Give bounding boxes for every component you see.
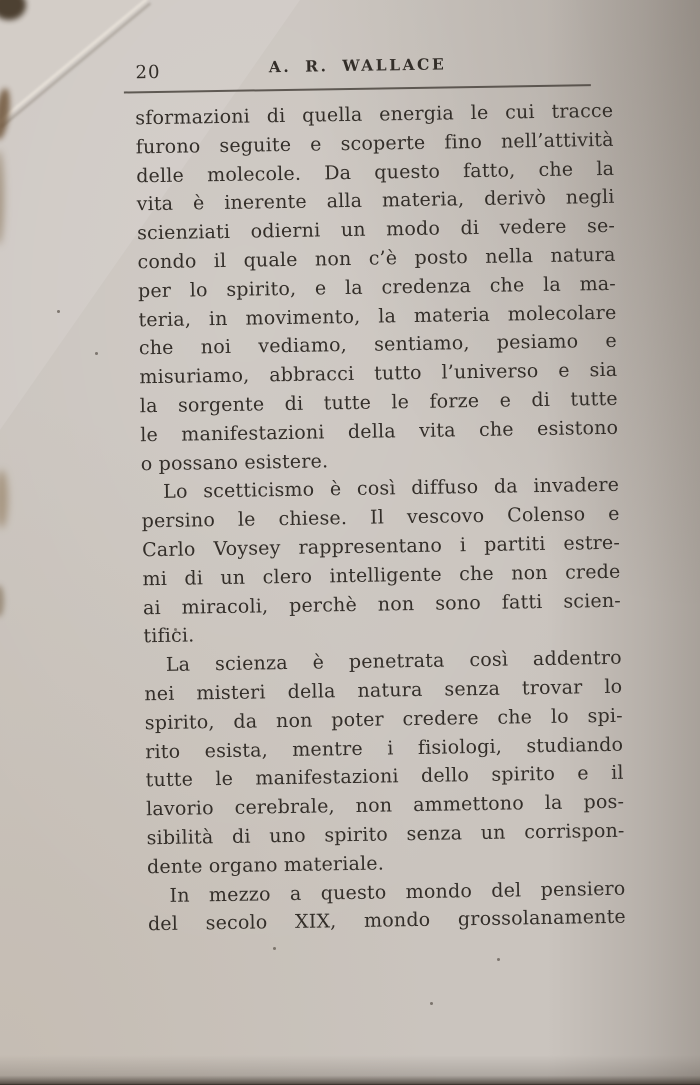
text-line: del secolo XIX, mondo grossolanamente xyxy=(147,906,627,936)
text-line: delle molecole. Da questo fatto, che la xyxy=(136,157,615,187)
text-line: spirito, da non poter credere che lo spi- xyxy=(144,704,623,734)
running-title: A. R. WALLACE xyxy=(268,54,447,77)
text-line: tutte le manifestazioni dello spirito e il xyxy=(145,762,624,792)
text-line: teria, in movimento, la materia molecolare xyxy=(138,301,617,331)
text-line: misuriamo, abbracci tutto l’universo e sia xyxy=(139,358,618,389)
photo-bottom-edge-shadow xyxy=(0,1055,700,1085)
header-rule xyxy=(124,84,591,93)
text-line: nei misteri della natura senza trovar lo xyxy=(144,675,623,706)
text-line: rito esista, mentre i fisiologi, studiando xyxy=(145,733,624,763)
text-line: Lo scetticismo è così diffuso da invadere xyxy=(163,474,620,504)
text-line: ai miracoli, perchè non sono fatti scien- xyxy=(142,589,622,619)
text-line: vita è inerente alla materia, derivò negli xyxy=(136,186,615,216)
text-line: mi di un clero intelligente che non crede xyxy=(142,560,621,591)
text-line: che noi vediamo, sentiamo, pesiamo e xyxy=(138,330,618,360)
body-text xyxy=(135,97,626,940)
text-line: sibilità di uno spirito senza un corrispon- xyxy=(146,819,625,850)
text-line: scienziati odierni un modo di vedere se- xyxy=(136,214,616,245)
text-line: sformazioni di quella energia le cui tracce xyxy=(135,99,614,130)
text-line: persino le chiese. Il vescovo Colenso e xyxy=(141,502,620,533)
text-line: dente organo materiale. xyxy=(146,852,385,878)
text-line: La scienza è penetrata così addentro xyxy=(165,646,623,677)
text-line: tifici. xyxy=(143,624,195,648)
page-number: 20 xyxy=(135,61,161,84)
text-line: lavorio cerebrale, non ammettono la pos- xyxy=(145,790,625,821)
text-line: le manifestazioni della vita che esistono xyxy=(140,416,619,447)
text-line: per lo spirito, e la credenza che la ma- xyxy=(137,272,617,303)
text-line: la sorgente di tutte le forze e di tutte xyxy=(139,387,618,418)
text-line: condo il quale non c’è posto nella natura xyxy=(137,243,616,274)
text-line: o possano esistere. xyxy=(140,449,329,475)
text-line: furono seguite e scoperte fino nell’attività xyxy=(135,128,614,159)
text-line: Carlo Voysey rappresentano i partiti estre- xyxy=(141,531,621,562)
text-line: In mezzo a questo mondo del pensiero xyxy=(169,877,626,907)
